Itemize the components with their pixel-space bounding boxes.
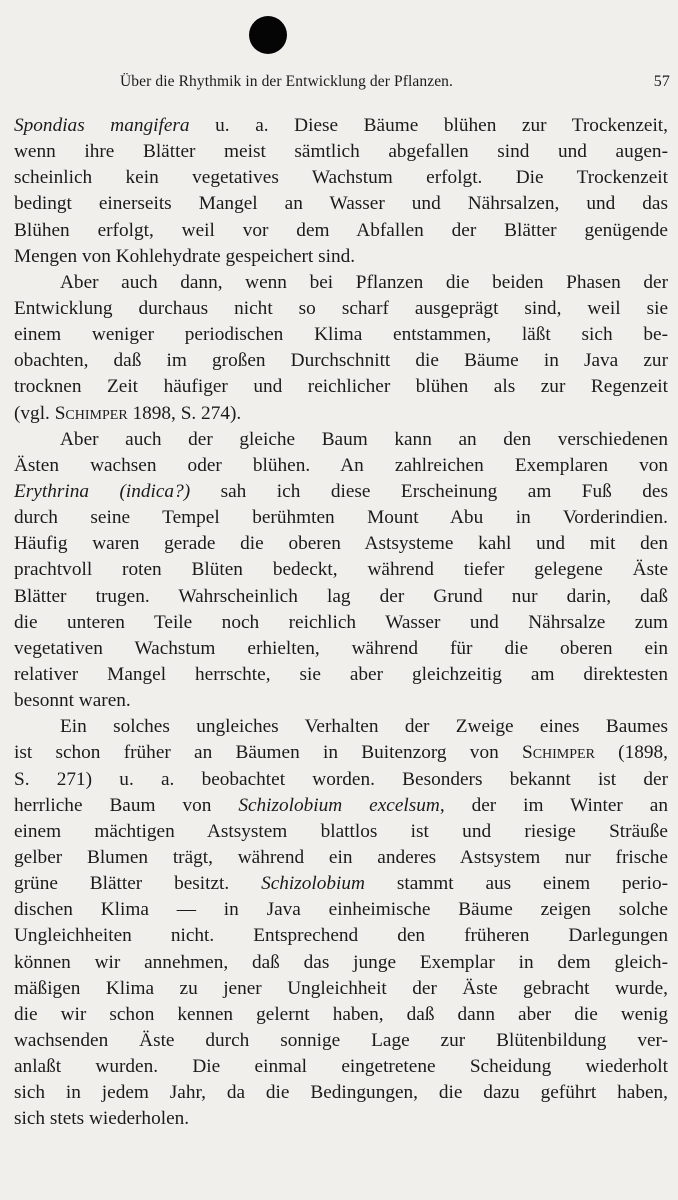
text-run: sich in jedem Jahr, da die Bedingungen, die dazu geführt haben, [14, 1082, 668, 1104]
text-run: Ein solches ungleiches Verhalten der Zweige eines Baumes [60, 716, 668, 738]
paragraph [14, 427, 668, 715]
text-line [14, 819, 668, 845]
paragraph [14, 714, 668, 1132]
text-line [14, 1028, 668, 1054]
text-run: Mengen von Kohlehydrate gespeichert sind. [14, 245, 356, 267]
paragraph [14, 113, 668, 270]
text-run: gelber Blumen trägt, während ein anderes Astsystem nur frische [14, 846, 668, 868]
text-line [14, 557, 668, 583]
punch-hole [249, 16, 287, 54]
text-line [14, 767, 668, 793]
text-run: stammt aus einem perio- [364, 873, 668, 895]
text-run: Aber auch dann, wenn bei Pflanzen die beiden Phasen der [60, 271, 668, 293]
text-run: u. a. Diese Bäume blühen zur Trockenzeit, [189, 115, 668, 136]
text-run: trocknen Zeit häufiger und reichlicher blühen als zur Regenzeit [14, 376, 668, 398]
text-run: vegetativen Wachstum erhielten, während für die oberen ein [14, 637, 668, 659]
text-run: die unteren Teile noch reichlich Wasser und Nährsalze zum [14, 611, 668, 633]
italic-text: Schizolobium [261, 873, 365, 895]
text-run: einem weniger periodischen Klima entstammen, läßt sich be- [14, 324, 668, 346]
text-run: (vgl. [14, 402, 55, 424]
text-run: können wir annehmen, daß das junge Exemplar in dem gleich- [14, 951, 668, 973]
text-line [14, 950, 668, 976]
text-run: , der im Winter an [439, 794, 668, 816]
text-run: einem mächtigen Astsystem blattlos ist und riesige Sträuße [14, 820, 668, 842]
text-run: wachsenden Äste durch sonnige Lage zur Blütenbildung ver- [14, 1029, 668, 1051]
page-number: 57 [653, 73, 670, 90]
text-run: (1898, [594, 742, 668, 764]
text-run: mäßigen Klima zu jener Ungleichheit der Äste gebracht wurde, [14, 977, 668, 999]
text-line [14, 427, 668, 453]
text-run: Ästen wachsen oder blühen. An zahlreichen Exemplaren von [14, 454, 668, 476]
text-line [14, 1002, 668, 1028]
text-line [14, 348, 668, 374]
paragraph [14, 270, 668, 427]
text-run: 1898, S. 274). [127, 402, 242, 424]
text-line [14, 1106, 668, 1132]
text-run: S. 271) u. a. beobachtet worden. Besonders bekannt ist der [14, 768, 668, 790]
text-line [14, 113, 668, 139]
text-run: sah ich diese Erscheinung am Fuß des [190, 480, 668, 502]
text-run: relativer Mangel herrschte, sie aber gleichzeitig am direktesten [14, 663, 668, 685]
text-line [14, 1054, 668, 1080]
text-run: Ungleichheiten nicht. Entsprechend den früheren Darlegungen [14, 925, 668, 947]
text-line [14, 662, 668, 688]
text-run: Häufig waren gerade die oberen Astsysteme kahl und mit den [14, 533, 668, 555]
text-line [14, 976, 668, 1002]
text-run: prachtvoll roten Blüten bedeckt, während tiefer gelegene Äste [14, 559, 668, 581]
text-run: wenn ihre Blätter meist sämtlich abgefallen sind und augen- [14, 141, 668, 163]
small-caps-text: Schimper [54, 402, 128, 424]
text-run: durch seine Tempel berühmten Mount Abu in Vorderindien. [14, 507, 668, 529]
text-line [14, 244, 668, 270]
text-line [14, 845, 668, 871]
text-line [14, 923, 668, 949]
text-run: obachten, daß im großen Durchschnitt die Bäume in Java zur [14, 350, 668, 372]
text-line [14, 322, 668, 348]
text-line [14, 401, 668, 427]
text-line [14, 610, 668, 636]
text-line [14, 897, 668, 923]
text-line [14, 453, 668, 479]
text-line [14, 479, 668, 505]
text-line [14, 714, 668, 740]
text-run: dischen Klima — in Java einheimische Bäume zeigen solche [14, 899, 668, 921]
text-run: sich stets wiederholen. [14, 1108, 190, 1130]
text-line [14, 139, 668, 165]
italic-text: Spondias mangifera [14, 115, 190, 136]
text-run: die wir schon kennen gelernt haben, daß dann aber die wenig [14, 1003, 668, 1025]
text-run: bedingt einerseits Mangel an Wasser und Nährsalzen, und das [14, 193, 668, 215]
text-run: Blühen erfolgt, weil vor dem Abfallen der Blätter genügende [14, 219, 668, 241]
text-line [14, 688, 668, 714]
text-run: Aber auch der gleiche Baum kann an den verschiedenen [60, 428, 668, 450]
italic-text: Schizolobium excelsum [238, 794, 440, 816]
text-line [14, 296, 668, 322]
text-run: ist schon früher an Bäumen in Buitenzorg von [14, 742, 522, 764]
text-run: anlaßt wurden. Die einmal eingetretene Scheidung wiederholt [14, 1056, 668, 1078]
text-line [14, 584, 668, 610]
body-text [14, 113, 668, 1132]
text-line [14, 374, 668, 400]
text-line [14, 636, 668, 662]
running-title: Über die Rhythmik in der Entwicklung der Pflanzen. [120, 73, 454, 90]
text-line [14, 531, 668, 557]
text-line [14, 740, 668, 766]
text-line [14, 1080, 668, 1106]
text-line [14, 165, 668, 191]
small-caps-text: Schimper [521, 742, 595, 764]
text-line [14, 218, 668, 244]
text-line [14, 505, 668, 531]
text-run: Blätter trugen. Wahrscheinlich lag der Grund nur darin, daß [14, 585, 668, 607]
italic-text: Erythrina (indica?) [14, 480, 191, 502]
text-line [14, 270, 668, 296]
text-run: grüne Blätter besitzt. [14, 873, 262, 895]
text-run: herrliche Baum von [14, 794, 239, 816]
text-run: scheinlich kein vegetatives Wachstum erfolgt. Die Trockenzeit [14, 167, 668, 189]
text-run: Entwicklung durchaus nicht so scharf ausgeprägt sind, weil sie [14, 297, 668, 319]
text-line [14, 793, 668, 819]
text-line [14, 191, 668, 217]
text-run: besonnt waren. [14, 690, 131, 712]
text-line [14, 871, 668, 897]
running-header [120, 70, 670, 94]
